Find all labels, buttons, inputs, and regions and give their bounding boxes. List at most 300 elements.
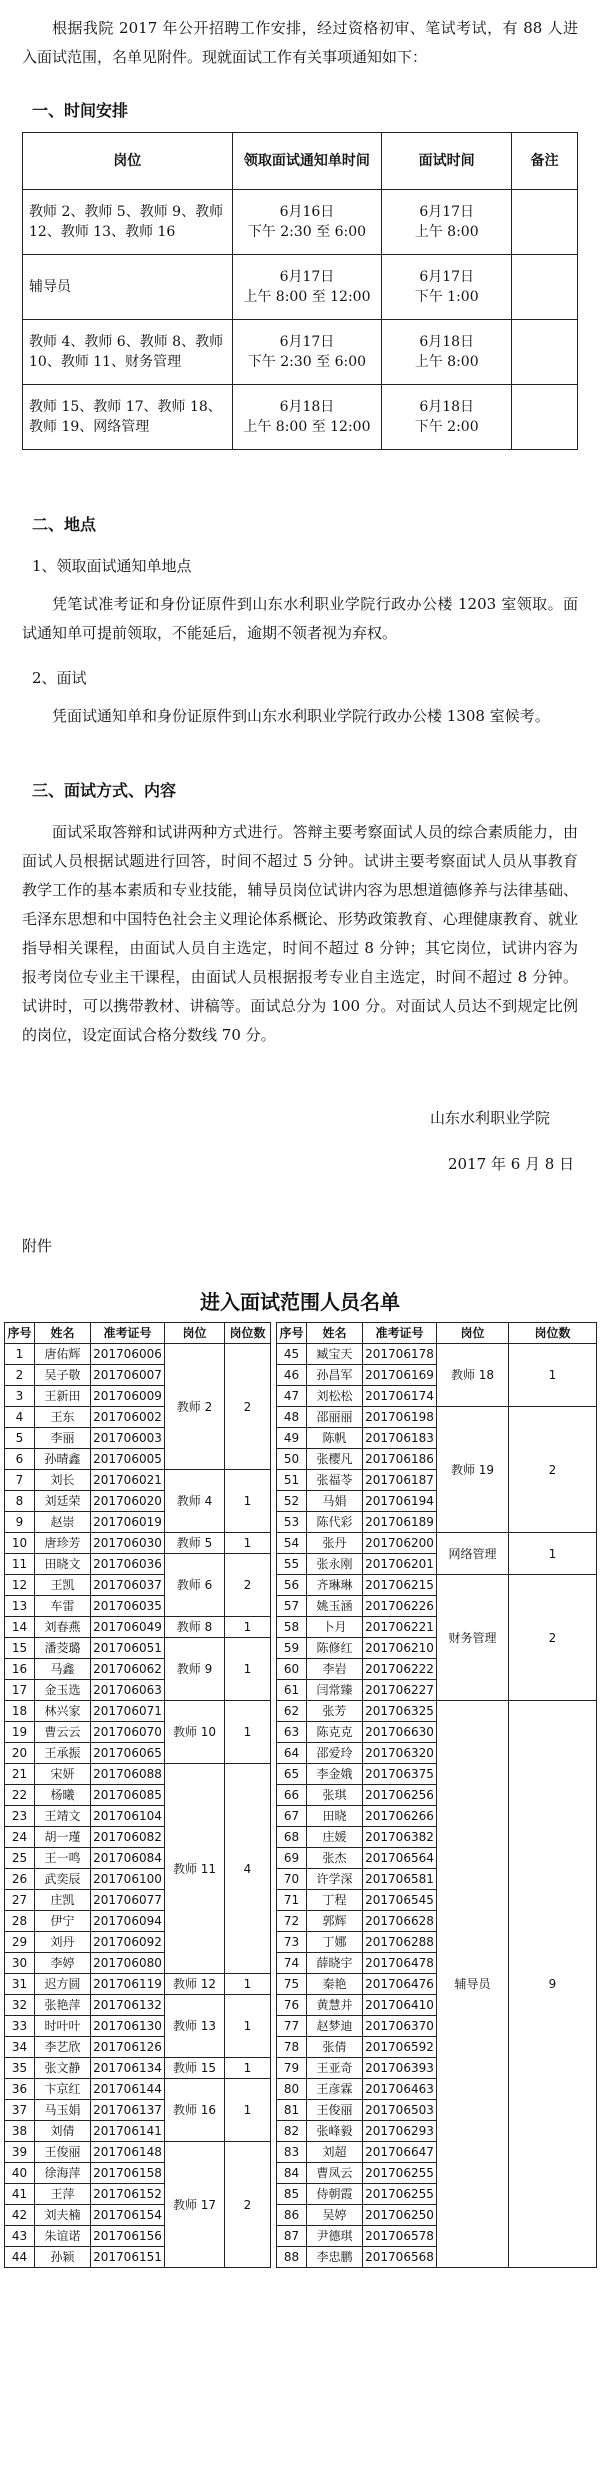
person-no: 75 xyxy=(277,1974,307,1995)
person-no: 62 xyxy=(277,1701,307,1722)
roster-title: 进入面试范围人员名单 xyxy=(200,1290,400,1314)
post-count: 2 xyxy=(225,1344,271,1470)
schedule-remark xyxy=(512,385,578,450)
ticket-no: 201706463 xyxy=(363,2079,437,2100)
ticket-no: 201706320 xyxy=(363,1743,437,1764)
person-no: 43 xyxy=(5,2226,35,2247)
person-name: 王新田 xyxy=(35,1386,91,1407)
schedule-notice-line: 6月17日 xyxy=(279,269,335,285)
schedule-interview xyxy=(382,385,512,450)
person-name: 田晓 xyxy=(307,1806,363,1827)
person-no: 77 xyxy=(277,2016,307,2037)
ticket-no: 201706006 xyxy=(91,1344,165,1365)
post-name: 教师 2 xyxy=(165,1344,225,1470)
person-no: 14 xyxy=(5,1617,35,1638)
person-name: 武奕辰 xyxy=(35,1869,91,1890)
person-name: 刘春燕 xyxy=(35,1617,91,1638)
person-no: 52 xyxy=(277,1491,307,1512)
table-row xyxy=(5,1407,597,1428)
ticket-no: 201706647 xyxy=(363,2142,437,2163)
ticket-no: 201706062 xyxy=(91,1659,165,1680)
person-name: 陈帆 xyxy=(307,1428,363,1449)
person-no: 31 xyxy=(5,1974,35,1995)
person-no: 35 xyxy=(5,2058,35,2079)
person-no: 76 xyxy=(277,1995,307,2016)
schedule-post: 教师 2、教师 5、教师 9、教师 12、教师 13、教师 16 xyxy=(23,190,233,255)
ticket-no: 201706085 xyxy=(91,1785,165,1806)
person-name: 李婷 xyxy=(35,1953,91,1974)
person-no: 48 xyxy=(277,1407,307,1428)
person-no: 66 xyxy=(277,1785,307,1806)
schedule-interview-line: 6月18日 xyxy=(419,399,475,415)
post-count: 1 xyxy=(225,1638,271,1701)
schedule-notice xyxy=(232,190,382,255)
person-name: 吴子敬 xyxy=(35,1365,91,1386)
person-no: 81 xyxy=(277,2100,307,2121)
person-name: 姚玉涵 xyxy=(307,1596,363,1617)
person-name: 刘丹 xyxy=(35,1932,91,1953)
person-name: 邵爱玲 xyxy=(307,1743,363,1764)
person-name: 张丹 xyxy=(307,1533,363,1554)
person-name: 齐琳琳 xyxy=(307,1575,363,1596)
person-name: 曹云云 xyxy=(35,1722,91,1743)
person-no: 65 xyxy=(277,1764,307,1785)
person-no: 17 xyxy=(5,1680,35,1701)
post-name: 教师 13 xyxy=(165,1995,225,2058)
section-time-heading: 一、时间安排 xyxy=(32,101,129,120)
person-no: 74 xyxy=(277,1953,307,1974)
person-name: 马鑫 xyxy=(35,1659,91,1680)
ticket-no: 201706476 xyxy=(363,1974,437,1995)
roster-header-row xyxy=(5,1323,597,1344)
person-no: 60 xyxy=(277,1659,307,1680)
schedule-interview-line: 6月17日 xyxy=(419,204,475,220)
person-name: 卜月 xyxy=(307,1617,363,1638)
ticket-no: 201706077 xyxy=(91,1890,165,1911)
person-name: 张福苓 xyxy=(307,1470,363,1491)
schedule-row xyxy=(23,255,578,320)
person-name: 王东 xyxy=(35,1407,91,1428)
ticket-no: 201706094 xyxy=(91,1911,165,1932)
ticket-no: 201706410 xyxy=(363,1995,437,2016)
schedule-notice-line: 6月16日 xyxy=(279,204,335,220)
person-name: 潘茭璐 xyxy=(35,1638,91,1659)
ticket-no: 201706186 xyxy=(363,1449,437,1470)
ticket-no: 201706132 xyxy=(91,1995,165,2016)
person-name: 侍朝霞 xyxy=(307,2184,363,2205)
schedule-interview-line: 上午 8:00 xyxy=(414,224,479,240)
person-name: 孙晴鑫 xyxy=(35,1449,91,1470)
schedule-row xyxy=(23,385,578,450)
ticket-no: 201706084 xyxy=(91,1848,165,1869)
ticket-no: 201706581 xyxy=(363,1869,437,1890)
schedule-notice-line: 6月18日 xyxy=(279,399,335,415)
person-no: 46 xyxy=(277,1365,307,1386)
schedule-table xyxy=(22,132,578,450)
schedule-notice xyxy=(232,385,382,450)
post-count: 1 xyxy=(225,1617,271,1638)
ticket-no: 201706065 xyxy=(91,1743,165,1764)
ticket-no: 201706141 xyxy=(91,2121,165,2142)
ticket-no: 201706222 xyxy=(363,1659,437,1680)
schedule-post: 教师 4、教师 6、教师 8、教师 10、教师 11、财务管理 xyxy=(23,320,233,385)
roster-header-name: 姓名 xyxy=(307,1323,363,1344)
person-name: 孙颖 xyxy=(35,2247,91,2268)
person-no: 22 xyxy=(5,1785,35,1806)
person-no: 51 xyxy=(277,1470,307,1491)
post-count: 1 xyxy=(225,2058,271,2079)
ticket-no: 201706002 xyxy=(91,1407,165,1428)
roster-header-count: 岗位数 xyxy=(225,1323,271,1344)
schedule-interview-line: 下午 2:00 xyxy=(414,419,479,435)
schedule-row xyxy=(23,190,578,255)
post-count: 1 xyxy=(225,1701,271,1764)
person-name: 张倩 xyxy=(307,2037,363,2058)
post-name: 教师 6 xyxy=(165,1554,225,1617)
roster-header-post: 岗位 xyxy=(437,1323,509,1344)
person-name: 王亚奇 xyxy=(307,2058,363,2079)
person-name: 臧宝天 xyxy=(307,1344,363,1365)
person-name: 徐海萍 xyxy=(35,2163,91,2184)
person-no: 26 xyxy=(5,1869,35,1890)
person-no: 34 xyxy=(5,2037,35,2058)
person-no: 78 xyxy=(277,2037,307,2058)
person-no: 12 xyxy=(5,1575,35,1596)
ticket-no: 201706005 xyxy=(91,1449,165,1470)
person-no: 72 xyxy=(277,1911,307,1932)
person-no: 5 xyxy=(5,1428,35,1449)
person-name: 张杰 xyxy=(307,1848,363,1869)
person-no: 9 xyxy=(5,1512,35,1533)
intro-paragraph: 根据我院 2017 年公开招聘工作安排，经过资格初审、笔试考试，有 88 人进入面试范围，名单见附件。现就面试工作有关事项通知如下： xyxy=(22,19,578,66)
person-no: 37 xyxy=(5,2100,35,2121)
ticket-no: 201706063 xyxy=(91,1680,165,1701)
post-count: 2 xyxy=(225,1554,271,1617)
schedule-post: 辅导员 xyxy=(23,255,233,320)
person-name: 张艳萍 xyxy=(35,1995,91,2016)
person-name: 刘超 xyxy=(307,2142,363,2163)
ticket-no: 201706019 xyxy=(91,1512,165,1533)
person-no: 86 xyxy=(277,2205,307,2226)
section-method-heading: 三、面试方式、内容 xyxy=(32,781,177,800)
ticket-no: 201706215 xyxy=(363,1575,437,1596)
person-name: 张峰毅 xyxy=(307,2121,363,2142)
schedule-notice xyxy=(232,255,382,320)
person-name: 张文静 xyxy=(35,2058,91,2079)
schedule-notice-line: 上午 8:00 至 12:00 xyxy=(243,289,371,305)
person-no: 13 xyxy=(5,1596,35,1617)
person-no: 15 xyxy=(5,1638,35,1659)
person-name: 邵丽丽 xyxy=(307,1407,363,1428)
person-no: 87 xyxy=(277,2226,307,2247)
schedule-interview-line: 6月17日 xyxy=(419,269,475,285)
person-no: 59 xyxy=(277,1638,307,1659)
person-no: 80 xyxy=(277,2079,307,2100)
ticket-no: 201706126 xyxy=(91,2037,165,2058)
ticket-no: 201706030 xyxy=(91,1533,165,1554)
ticket-no: 201706393 xyxy=(363,2058,437,2079)
ticket-no: 201706144 xyxy=(91,2079,165,2100)
ticket-no: 201706080 xyxy=(91,1953,165,1974)
person-name: 孙昌军 xyxy=(307,1365,363,1386)
ticket-no: 201706178 xyxy=(363,1344,437,1365)
post-count: 1 xyxy=(509,1344,597,1407)
person-name: 庄媛 xyxy=(307,1827,363,1848)
person-no: 23 xyxy=(5,1806,35,1827)
ticket-no: 201706293 xyxy=(363,2121,437,2142)
person-name: 宋妍 xyxy=(35,1764,91,1785)
person-no: 73 xyxy=(277,1932,307,1953)
person-name: 李忠鹏 xyxy=(307,2247,363,2268)
ticket-no: 201706003 xyxy=(91,1428,165,1449)
ticket-no: 201706187 xyxy=(363,1470,437,1491)
person-name: 丁程 xyxy=(307,1890,363,1911)
table-row xyxy=(5,1575,597,1596)
person-name: 赵梦迪 xyxy=(307,2016,363,2037)
post-name: 教师 15 xyxy=(165,2058,225,2079)
person-name: 林兴家 xyxy=(35,1701,91,1722)
post-name: 教师 17 xyxy=(165,2142,225,2268)
roster-table xyxy=(4,1322,597,2268)
ticket-no: 201706210 xyxy=(363,1638,437,1659)
person-no: 54 xyxy=(277,1533,307,1554)
person-no: 33 xyxy=(5,2016,35,2037)
person-no: 27 xyxy=(5,1890,35,1911)
person-no: 71 xyxy=(277,1890,307,1911)
person-no: 11 xyxy=(5,1554,35,1575)
ticket-no: 201706183 xyxy=(363,1428,437,1449)
person-no: 39 xyxy=(5,2142,35,2163)
person-name: 王俊丽 xyxy=(307,2100,363,2121)
header-interview-time: 面试时间 xyxy=(382,133,512,190)
ticket-no: 201706156 xyxy=(91,2226,165,2247)
ticket-no: 201706100 xyxy=(91,1869,165,1890)
person-no: 88 xyxy=(277,2247,307,2268)
signature-date: 2017 年 6 月 8 日 xyxy=(448,1155,575,1173)
method-text: 面试采取答辩和试讲两种方式进行。答辩主要考察面试人员的综合素质能力，由面试人员根据试题进行回答，时间不超过 5 分钟。试讲主要考察面试人员从事教育教学工作的基本素质和专业技能，辅导员岗位试讲内容为思想道德修养与法律基础、毛泽东思想和中国特色社会主义理论体系概论、形势政策教育、心理健康教育、就业指导相关课程，由面试人员自主选定，时间不超过 8 分钟；其它岗位，试讲内容为报考岗位专业主干课程，由面试人员根据报考专业自主选定，时间不超过 8 分钟。试讲时，可以携带教材、讲稿等。面试总分为 100 分。对面试人员达不到规定比例的岗位，设定面试合格分数线 70 分。 xyxy=(22,823,578,1044)
post-name: 教师 4 xyxy=(165,1470,225,1533)
ticket-no: 201706071 xyxy=(91,1701,165,1722)
person-name: 卞京红 xyxy=(35,2079,91,2100)
person-name: 伊宁 xyxy=(35,1911,91,1932)
ticket-no: 201706007 xyxy=(91,1365,165,1386)
person-no: 25 xyxy=(5,1848,35,1869)
signature: 山东水利职业学院 xyxy=(430,1109,551,1127)
header-notice-time: 领取面试通知单时间 xyxy=(232,133,382,190)
person-no: 47 xyxy=(277,1386,307,1407)
person-no: 57 xyxy=(277,1596,307,1617)
person-no: 49 xyxy=(277,1428,307,1449)
ticket-no: 201706201 xyxy=(363,1554,437,1575)
post-name: 教师 16 xyxy=(165,2079,225,2142)
ticket-no: 201706198 xyxy=(363,1407,437,1428)
post-name: 教师 18 xyxy=(437,1344,509,1407)
person-name: 许学深 xyxy=(307,1869,363,1890)
person-no: 29 xyxy=(5,1932,35,1953)
person-name: 陈代彩 xyxy=(307,1512,363,1533)
person-no: 53 xyxy=(277,1512,307,1533)
person-no: 64 xyxy=(277,1743,307,1764)
person-name: 刘长 xyxy=(35,1470,91,1491)
ticket-no: 201706630 xyxy=(363,1722,437,1743)
ticket-no: 201706250 xyxy=(363,2205,437,2226)
person-name: 李艺欣 xyxy=(35,2037,91,2058)
person-name: 陈修红 xyxy=(307,1638,363,1659)
person-name: 闫常臻 xyxy=(307,1680,363,1701)
schedule-interview-line: 6月18日 xyxy=(419,334,475,350)
person-name: 李丽 xyxy=(35,1428,91,1449)
ticket-no: 201706020 xyxy=(91,1491,165,1512)
ticket-no: 201706174 xyxy=(363,1386,437,1407)
ticket-no: 201706226 xyxy=(363,1596,437,1617)
person-no: 24 xyxy=(5,1827,35,1848)
schedule-post: 教师 15、教师 17、教师 18、教师 19、网络管理 xyxy=(23,385,233,450)
ticket-no: 201706021 xyxy=(91,1470,165,1491)
ticket-no: 201706036 xyxy=(91,1554,165,1575)
person-name: 时叶叶 xyxy=(35,2016,91,2037)
ticket-no: 201706370 xyxy=(363,2016,437,2037)
schedule-interview-line: 上午 8:00 xyxy=(414,354,479,370)
post-count: 1 xyxy=(225,1470,271,1533)
header-post: 岗位 xyxy=(23,133,233,190)
ticket-no: 201706088 xyxy=(91,1764,165,1785)
ticket-no: 201706070 xyxy=(91,1722,165,1743)
person-no: 55 xyxy=(277,1554,307,1575)
location1-text: 凭笔试准考证和身份证原件到山东水利职业学院行政办公楼 1203 室领取。面试通知单可提前领取，不能延后，逾期不领者视为弃权。 xyxy=(22,595,578,642)
person-name: 秦艳 xyxy=(307,1974,363,1995)
roster-header-name: 姓名 xyxy=(35,1323,91,1344)
person-name: 朱谊诺 xyxy=(35,2226,91,2247)
person-name: 唐珍芳 xyxy=(35,1533,91,1554)
person-no: 85 xyxy=(277,2184,307,2205)
person-name: 王一鸣 xyxy=(35,1848,91,1869)
ticket-no: 201706009 xyxy=(91,1386,165,1407)
person-no: 2 xyxy=(5,1365,35,1386)
person-name: 赵崇 xyxy=(35,1512,91,1533)
ticket-no: 201706578 xyxy=(363,2226,437,2247)
schedule-notice-line: 下午 2:30 至 6:00 xyxy=(247,354,367,370)
ticket-no: 201706478 xyxy=(363,1953,437,1974)
person-no: 70 xyxy=(277,1869,307,1890)
person-no: 38 xyxy=(5,2121,35,2142)
post-name: 教师 10 xyxy=(165,1701,225,1764)
location2-text: 凭面试通知单和身份证原件到山东水利职业学院行政办公楼 1308 室候考。 xyxy=(52,707,550,725)
table-row xyxy=(5,1344,597,1365)
roster-header-no: 序号 xyxy=(277,1323,307,1344)
schedule-interview xyxy=(382,320,512,385)
person-no: 10 xyxy=(5,1533,35,1554)
ticket-no: 201706503 xyxy=(363,2100,437,2121)
ticket-no: 201706568 xyxy=(363,2247,437,2268)
ticket-no: 201706545 xyxy=(363,1890,437,1911)
person-no: 41 xyxy=(5,2184,35,2205)
person-name: 杨曦 xyxy=(35,1785,91,1806)
person-name: 迟方圆 xyxy=(35,1974,91,1995)
person-name: 刘夫楠 xyxy=(35,2205,91,2226)
person-name: 刘松松 xyxy=(307,1386,363,1407)
schedule-row xyxy=(23,320,578,385)
ticket-no: 201706092 xyxy=(91,1932,165,1953)
post-count: 4 xyxy=(225,1764,271,1974)
ticket-no: 201706151 xyxy=(91,2247,165,2268)
person-no: 1 xyxy=(5,1344,35,1365)
schedule-notice-line: 下午 2:30 至 6:00 xyxy=(247,224,367,240)
ticket-no: 201706194 xyxy=(363,1491,437,1512)
schedule-remark xyxy=(512,320,578,385)
post-name: 财务管理 xyxy=(437,1575,509,1701)
ticket-no: 201706255 xyxy=(363,2163,437,2184)
person-name: 王凯 xyxy=(35,1575,91,1596)
person-name: 王彦霖 xyxy=(307,2079,363,2100)
person-name: 王靖文 xyxy=(35,1806,91,1827)
ticket-no: 201706082 xyxy=(91,1827,165,1848)
person-no: 61 xyxy=(277,1680,307,1701)
post-count: 1 xyxy=(225,2079,271,2142)
person-name: 张樱凡 xyxy=(307,1449,363,1470)
schedule-remark xyxy=(512,190,578,255)
ticket-no: 201706564 xyxy=(363,1848,437,1869)
person-no: 7 xyxy=(5,1470,35,1491)
post-name: 网络管理 xyxy=(437,1533,509,1575)
ticket-no: 201706592 xyxy=(363,2037,437,2058)
person-name: 郭辉 xyxy=(307,1911,363,1932)
ticket-no: 201706148 xyxy=(91,2142,165,2163)
person-name: 陈克克 xyxy=(307,1722,363,1743)
location1-title: 1、领取面试通知单地点 xyxy=(32,557,192,575)
ticket-no: 201706189 xyxy=(363,1512,437,1533)
person-name: 刘倩 xyxy=(35,2121,91,2142)
person-name: 张琪 xyxy=(307,1785,363,1806)
ticket-no: 201706628 xyxy=(363,1911,437,1932)
person-name: 胡一瑾 xyxy=(35,1827,91,1848)
person-name: 张芳 xyxy=(307,1701,363,1722)
post-count: 1 xyxy=(225,1995,271,2058)
person-name: 车雷 xyxy=(35,1596,91,1617)
schedule-interview xyxy=(382,190,512,255)
ticket-no: 201706256 xyxy=(363,1785,437,1806)
person-no: 84 xyxy=(277,2163,307,2184)
schedule-header-row xyxy=(23,133,578,190)
person-no: 40 xyxy=(5,2163,35,2184)
post-name: 教师 5 xyxy=(165,1533,225,1554)
schedule-remark xyxy=(512,255,578,320)
post-count: 1 xyxy=(509,1533,597,1575)
person-no: 16 xyxy=(5,1659,35,1680)
person-name: 薛晓宇 xyxy=(307,1953,363,1974)
ticket-no: 201706049 xyxy=(91,1617,165,1638)
roster-header-count: 岗位数 xyxy=(509,1323,597,1344)
person-no: 19 xyxy=(5,1722,35,1743)
ticket-no: 201706382 xyxy=(363,1827,437,1848)
ticket-no: 201706051 xyxy=(91,1638,165,1659)
person-name: 马玉娟 xyxy=(35,2100,91,2121)
ticket-no: 201706227 xyxy=(363,1680,437,1701)
person-no: 50 xyxy=(277,1449,307,1470)
person-no: 30 xyxy=(5,1953,35,1974)
person-no: 42 xyxy=(5,2205,35,2226)
roster-header-ticket: 准考证号 xyxy=(363,1323,437,1344)
ticket-no: 201706154 xyxy=(91,2205,165,2226)
post-name: 教师 12 xyxy=(165,1974,225,1995)
ticket-no: 201706255 xyxy=(363,2184,437,2205)
person-no: 67 xyxy=(277,1806,307,1827)
person-no: 18 xyxy=(5,1701,35,1722)
ticket-no: 201706266 xyxy=(363,1806,437,1827)
attachment-label: 附件 xyxy=(22,1237,53,1255)
person-no: 63 xyxy=(277,1722,307,1743)
person-name: 王俊丽 xyxy=(35,2142,91,2163)
person-name: 张永刚 xyxy=(307,1554,363,1575)
